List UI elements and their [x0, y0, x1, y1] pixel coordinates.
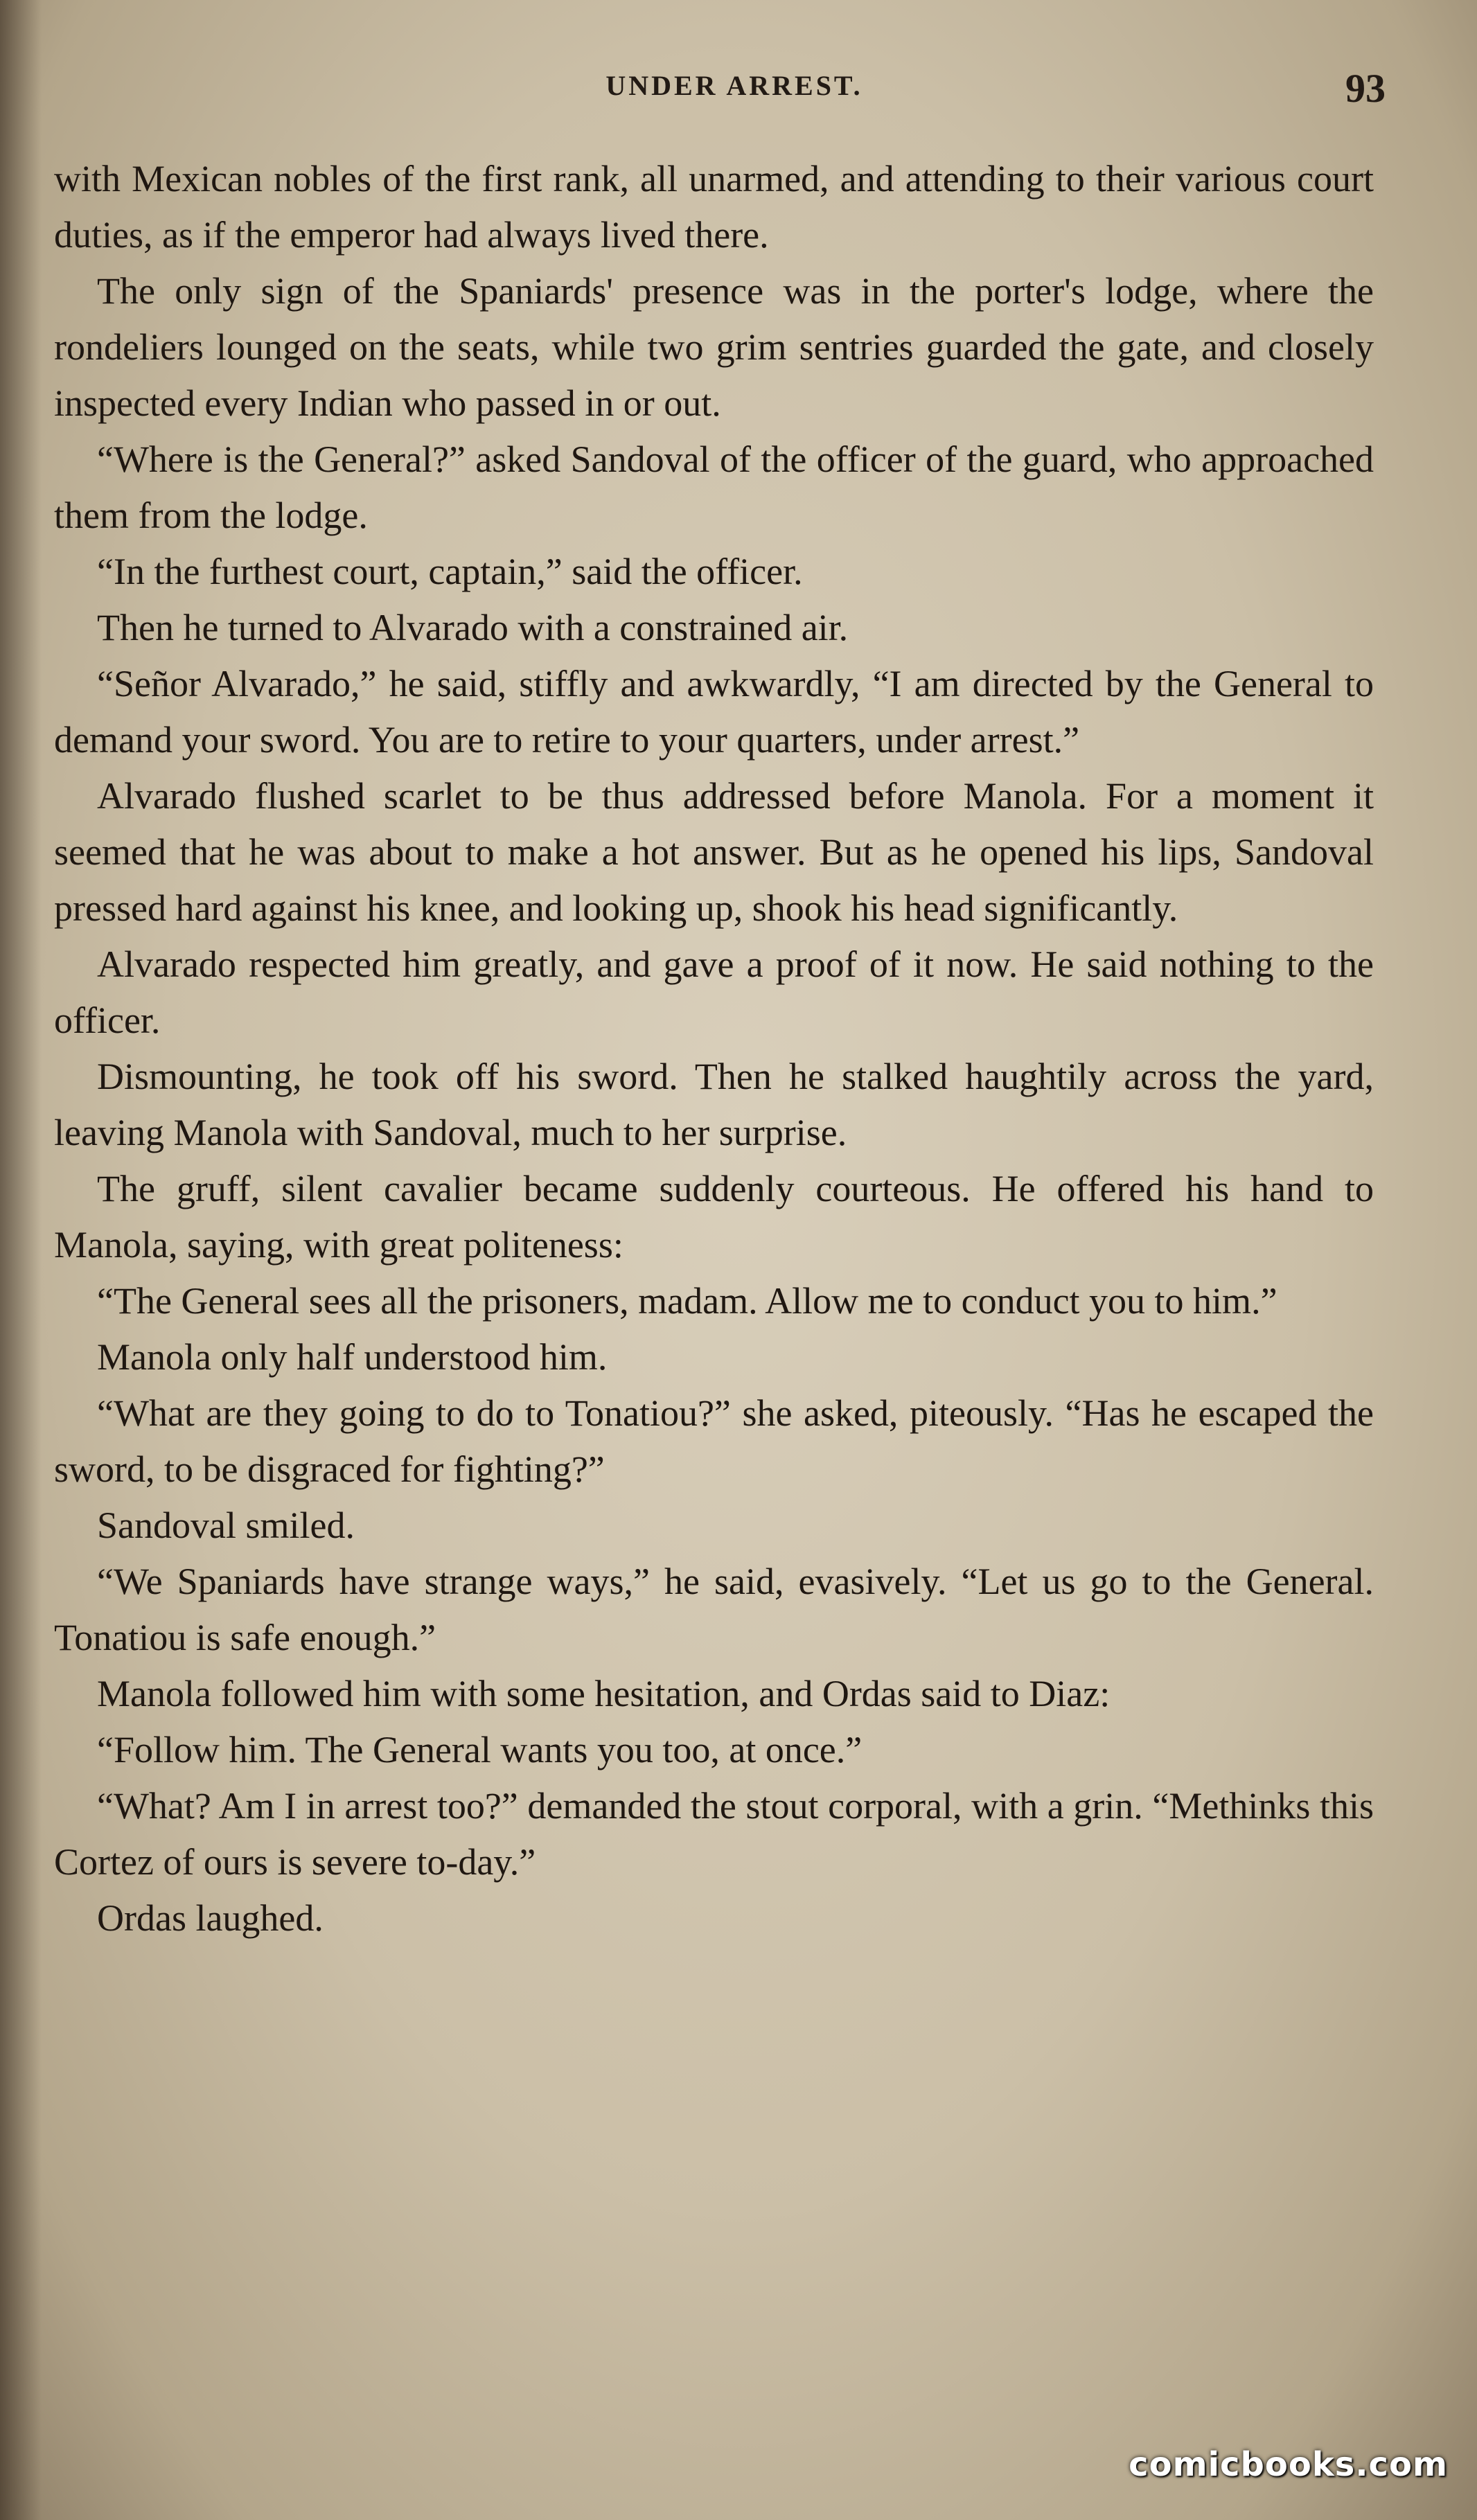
- body-text: [54, 151, 1374, 1946]
- paragraph: “Follow him. The General wants you too, at once.”: [97, 1729, 863, 1771]
- page-number: 93: [1345, 66, 1386, 111]
- paragraph: “What are they going to do to Tonatiou?” she asked, piteously. “Has he escaped the sword, to be disgraced for fighting?”: [54, 1392, 1374, 1490]
- paragraph: Alvarado respected him greatly, and gave a proof of it now. He said nothing to the officer.: [54, 943, 1374, 1041]
- paragraph: The gruff, silent cavalier became suddenly courteous. He offered his hand to Manola, saying, with great politeness:: [54, 1168, 1374, 1266]
- running-title: UNDER ARREST.: [605, 70, 863, 101]
- paragraph: Alvarado flushed scarlet to be thus addressed before Manola. For a moment it seemed that he was about to make a hot answer. But as he opened his lips, Sandoval pressed hard against his knee, and looking up, shook his head significantly.: [54, 775, 1374, 929]
- paragraph: “What? Am I in arrest too?” demanded the stout corporal, with a grin. “Methinks this Cortez of ours is severe to-day.”: [54, 1785, 1374, 1883]
- paragraph: “Señor Alvarado,” he said, stiffly and awkwardly, “I am directed by the General to demand your sword. You are to retire to your quarters, under arrest.”: [54, 663, 1374, 761]
- paragraph: “Where is the General?” asked Sandoval of the officer of the guard, who approached them from the lodge.: [54, 438, 1374, 536]
- paragraph: “In the furthest court, captain,” said the officer.: [97, 551, 803, 592]
- gutter-shadow: [0, 0, 42, 2520]
- paragraph: Sandoval smiled.: [97, 1505, 355, 1546]
- paragraph: “We Spaniards have strange ways,” he said, evasively. “Let us go to the General. Tonatiou is safe enough.”: [54, 1561, 1374, 1658]
- paragraph: Ordas laughed.: [97, 1897, 324, 1939]
- running-head: [0, 66, 1477, 125]
- paragraph: Manola followed him with some hesitation, and Ordas said to Diaz:: [97, 1673, 1111, 1714]
- paragraph: Then he turned to Alvarado with a constrained air.: [97, 607, 849, 648]
- paragraph: Dismounting, he took off his sword. Then he stalked haughtily across the yard, leaving Manola with Sandoval, much to her surprise.: [54, 1056, 1374, 1153]
- watermark: comicbooks.com: [1129, 2445, 1448, 2484]
- paragraph: with Mexican nobles of the first rank, all unarmed, and attending to their various court duties, as if the emperor had always lived there.: [54, 158, 1374, 256]
- paragraph: Manola only half understood him.: [97, 1336, 608, 1378]
- paragraph: The only sign of the Spaniards' presence was in the porter's lodge, where the rondeliers lounged on the seats, while two grim sentries guarded the gate, and closely inspected every Indian who passed in or out.: [54, 270, 1374, 424]
- paragraph: “The General sees all the prisoners, madam. Allow me to conduct you to him.”: [97, 1280, 1277, 1322]
